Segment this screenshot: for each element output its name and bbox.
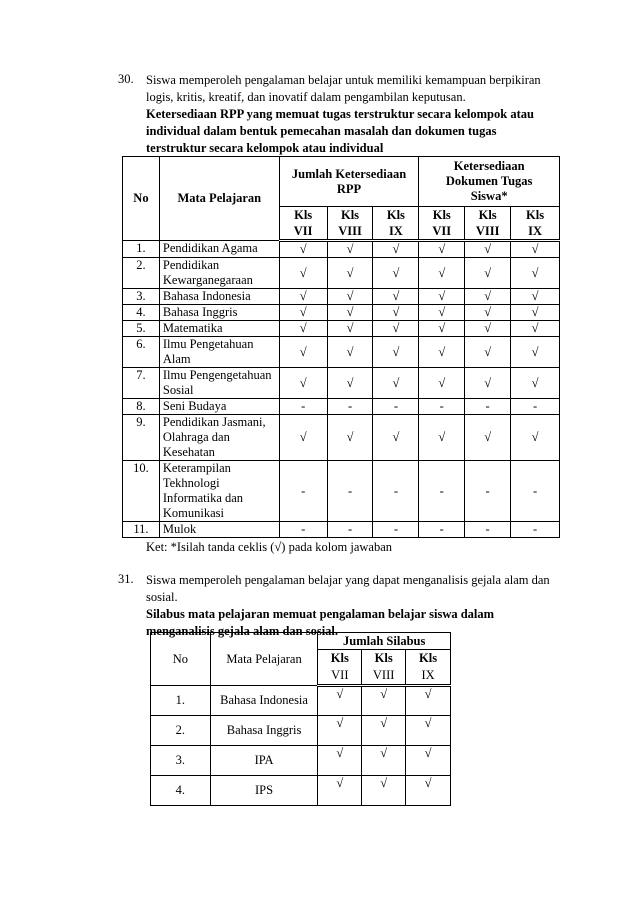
check-mark: √ <box>327 368 373 399</box>
header-class-rpp-ix <box>373 207 419 241</box>
syllabus-header-class-vii <box>318 650 362 686</box>
check-mark: √ <box>419 368 465 399</box>
check-mark: √ <box>318 716 362 746</box>
subject-line: Bahasa Inggris <box>162 305 238 319</box>
class-level: VII <box>432 224 452 238</box>
check-mark: √ <box>279 241 327 258</box>
subject-line: Sosial <box>162 383 194 397</box>
dash-mark: - <box>373 461 419 522</box>
check-mark: √ <box>362 776 406 806</box>
check-mark: √ <box>511 241 560 258</box>
subject-line: Alam <box>162 352 191 366</box>
row-number: 2. <box>123 258 160 289</box>
check-mark: √ <box>373 415 419 461</box>
item-31-indicator-line-2: menganalisis gejala alam dan sosial. <box>146 624 339 638</box>
header-docs-line-3: Siswa* <box>470 189 508 203</box>
check-mark: √ <box>465 258 511 289</box>
row-subject <box>159 321 279 337</box>
row-subject <box>159 241 279 258</box>
header-class-docs-ix <box>511 207 560 241</box>
subject-line: Matematika <box>162 321 223 335</box>
syllabus-header-class-viii <box>362 650 406 686</box>
class-level: VIII <box>475 224 500 238</box>
row-number: 11. <box>123 522 160 538</box>
check-mark: √ <box>327 258 373 289</box>
row-subject <box>159 305 279 321</box>
check-mark: √ <box>406 776 451 806</box>
check-mark: √ <box>318 686 362 716</box>
row-subject <box>159 399 279 415</box>
row-number: 2. <box>151 716 211 746</box>
dash-mark: - <box>465 399 511 415</box>
check-mark: √ <box>465 321 511 337</box>
check-mark: √ <box>511 368 560 399</box>
item-31-table <box>150 632 451 806</box>
header-docs-line-1: Ketersediaan <box>453 159 525 173</box>
class-prefix: Kls <box>330 651 349 665</box>
class-prefix: Kls <box>478 208 497 222</box>
syllabus-header-no: No <box>151 633 211 686</box>
subject-line: Ilmu Pengetahuan <box>162 337 254 351</box>
table-row <box>151 686 451 716</box>
check-mark: √ <box>465 337 511 368</box>
dash-mark: - <box>327 399 373 415</box>
dash-mark: - <box>373 522 419 538</box>
class-prefix: Kls <box>432 208 451 222</box>
table-row <box>123 241 560 258</box>
dash-mark: - <box>419 522 465 538</box>
check-mark: √ <box>318 776 362 806</box>
check-mark: √ <box>327 415 373 461</box>
table-row <box>123 368 560 399</box>
class-level: VIII <box>338 224 362 238</box>
check-mark: √ <box>279 321 327 337</box>
class-level: VII <box>293 224 313 238</box>
class-level: VII <box>331 668 349 682</box>
class-level: VIII <box>372 668 395 682</box>
dash-mark: - <box>279 522 327 538</box>
check-mark: √ <box>465 368 511 399</box>
item-30-note: Ket: *Isilah tanda ceklis (√) pada kolom jawaban <box>146 540 393 554</box>
check-mark: √ <box>373 368 419 399</box>
item-30-table <box>122 156 560 538</box>
check-mark: √ <box>511 289 560 305</box>
table-row <box>123 461 560 522</box>
subject-line: Informatika dan <box>162 491 244 505</box>
subject-line: Seni Budaya <box>162 399 227 413</box>
row-number: 6. <box>123 337 160 368</box>
table-row <box>123 258 560 289</box>
check-mark: √ <box>362 746 406 776</box>
subject-line: Mulok <box>162 522 197 536</box>
check-mark: √ <box>373 305 419 321</box>
check-mark: √ <box>419 337 465 368</box>
check-mark: √ <box>406 746 451 776</box>
dash-mark: - <box>511 461 560 522</box>
class-prefix: Kls <box>340 208 360 222</box>
syllabus-header-class-ix <box>406 650 451 686</box>
row-number: 1. <box>151 686 211 716</box>
check-mark: √ <box>511 321 560 337</box>
row-subject <box>159 368 279 399</box>
row-subject: Bahasa Inggris <box>210 716 318 746</box>
check-mark: √ <box>318 746 362 776</box>
row-subject <box>159 461 279 522</box>
table-row <box>151 746 451 776</box>
class-prefix: Kls <box>386 208 405 222</box>
check-mark: √ <box>511 337 560 368</box>
check-mark: √ <box>279 258 327 289</box>
dash-mark: - <box>465 461 511 522</box>
check-mark: √ <box>465 241 511 258</box>
row-subject <box>159 289 279 305</box>
item-31-text-line-1: Siswa memperoleh pengalaman belajar yang dapat menganalisis gejala alam dan <box>146 573 550 587</box>
syllabus-header-count: Jumlah Silabus <box>318 633 451 650</box>
check-mark: √ <box>279 305 327 321</box>
item-30-number: 30. <box>118 72 134 86</box>
header-rpp-availability <box>279 157 419 207</box>
item-30-text-line-2: logis, kritis, kreatif, dan inovatif dalam pengambilan keputusan. <box>146 90 466 104</box>
dash-mark: - <box>279 461 327 522</box>
check-mark: √ <box>327 337 373 368</box>
check-mark: √ <box>465 415 511 461</box>
item-30-indicator-line-3: terstruktur secara kelompok atau individual <box>146 141 384 155</box>
header-class-docs-vii <box>419 207 465 241</box>
row-number: 3. <box>123 289 160 305</box>
row-number: 4. <box>123 305 160 321</box>
check-mark: √ <box>373 321 419 337</box>
dash-mark: - <box>327 522 373 538</box>
header-student-task-docs <box>419 157 560 207</box>
check-mark: √ <box>511 258 560 289</box>
check-mark: √ <box>406 686 451 716</box>
item-31-indicator-line-1: Silabus mata pelajaran memuat pengalaman belajar siswa dalam <box>146 607 495 621</box>
class-prefix: Kls <box>419 651 438 665</box>
row-subject: IPS <box>210 776 318 806</box>
dash-mark: - <box>373 399 419 415</box>
class-prefix: Kls <box>374 651 393 665</box>
check-mark: √ <box>373 241 419 258</box>
header-class-rpp-vii <box>279 207 327 241</box>
row-subject <box>159 258 279 289</box>
check-mark: √ <box>327 241 373 258</box>
header-class-rpp-viii <box>327 207 373 241</box>
item-31-text-line-2: sosial. <box>146 590 178 604</box>
check-mark: √ <box>362 716 406 746</box>
table-row <box>123 305 560 321</box>
item-30-indicator-line-1: Ketersediaan RPP yang memuat tugas terstruktur secara kelompok atau <box>146 107 534 121</box>
check-mark: √ <box>419 321 465 337</box>
dash-mark: - <box>511 522 560 538</box>
row-number: 4. <box>151 776 211 806</box>
check-mark: √ <box>419 305 465 321</box>
dash-mark: - <box>419 461 465 522</box>
table-row <box>123 399 560 415</box>
subject-line: Kewarganegaraan <box>162 273 253 287</box>
class-level: IX <box>421 668 435 682</box>
row-number: 8. <box>123 399 160 415</box>
subject-line: Tekhnologi <box>162 476 220 490</box>
check-mark: √ <box>279 415 327 461</box>
item-30-text-line-1: Siswa memperoleh pengalaman belajar untuk memiliki kemampuan berpikiran <box>146 73 541 87</box>
check-mark: √ <box>327 289 373 305</box>
subject-line: Komunikasi <box>162 506 224 520</box>
row-number: 9. <box>123 415 160 461</box>
check-mark: √ <box>419 415 465 461</box>
subject-line: Kesehatan <box>162 445 215 459</box>
subject-line: Pendidikan <box>162 258 220 272</box>
check-mark: √ <box>327 321 373 337</box>
dash-mark: - <box>511 399 560 415</box>
table-row <box>151 716 451 746</box>
dash-mark: - <box>327 461 373 522</box>
check-mark: √ <box>511 305 560 321</box>
row-subject: IPA <box>210 746 318 776</box>
check-mark: √ <box>406 716 451 746</box>
table-row <box>123 522 560 538</box>
class-prefix: Kls <box>294 208 313 222</box>
row-number: 5. <box>123 321 160 337</box>
check-mark: √ <box>362 686 406 716</box>
table-row <box>123 321 560 337</box>
check-mark: √ <box>373 258 419 289</box>
row-number: 1. <box>123 241 160 258</box>
subject-line: Pendidikan Jasmani, <box>162 415 266 429</box>
row-number: 10. <box>123 461 160 522</box>
check-mark: √ <box>279 368 327 399</box>
header-docs-line-2: Dokumen Tugas <box>445 174 533 188</box>
subject-line: Bahasa Indonesia <box>162 289 251 303</box>
check-mark: √ <box>465 305 511 321</box>
check-mark: √ <box>279 337 327 368</box>
check-mark: √ <box>419 258 465 289</box>
class-level: IX <box>528 224 542 238</box>
dash-mark: - <box>279 399 327 415</box>
row-subject: Bahasa Indonesia <box>210 686 318 716</box>
class-level: IX <box>388 224 403 238</box>
row-subject <box>159 415 279 461</box>
check-mark: √ <box>373 289 419 305</box>
item-30-indicator-line-2: individual dalam bentuk pemecahan masalah dan dokumen tugas <box>146 124 497 138</box>
syllabus-header-subject: Mata Pelajaran <box>210 633 318 686</box>
dash-mark: - <box>465 522 511 538</box>
subject-line: Pendidikan Agama <box>162 241 258 255</box>
table-row <box>151 776 451 806</box>
header-rpp-line-1: Jumlah Ketersediaan <box>291 166 407 181</box>
header-subject: Mata Pelajaran <box>159 157 279 241</box>
row-subject <box>159 337 279 368</box>
check-mark: √ <box>419 241 465 258</box>
check-mark: √ <box>327 305 373 321</box>
subject-line: Keterampilan <box>162 461 231 475</box>
check-mark: √ <box>419 289 465 305</box>
check-mark: √ <box>511 415 560 461</box>
header-no: No <box>123 157 160 241</box>
check-mark: √ <box>279 289 327 305</box>
check-mark: √ <box>373 337 419 368</box>
subject-line: Ilmu Pengengetahuan <box>162 368 272 382</box>
item-31-number: 31. <box>118 572 134 586</box>
check-mark: √ <box>465 289 511 305</box>
header-class-docs-viii <box>465 207 511 241</box>
class-prefix: Kls <box>526 208 545 222</box>
row-subject <box>159 522 279 538</box>
row-number: 7. <box>123 368 160 399</box>
header-rpp-line-2: RPP <box>336 181 362 196</box>
subject-line: Olahraga dan <box>162 430 230 444</box>
dash-mark: - <box>419 399 465 415</box>
table-row <box>123 415 560 461</box>
table-row <box>123 337 560 368</box>
table-row <box>123 289 560 305</box>
row-number: 3. <box>151 746 211 776</box>
